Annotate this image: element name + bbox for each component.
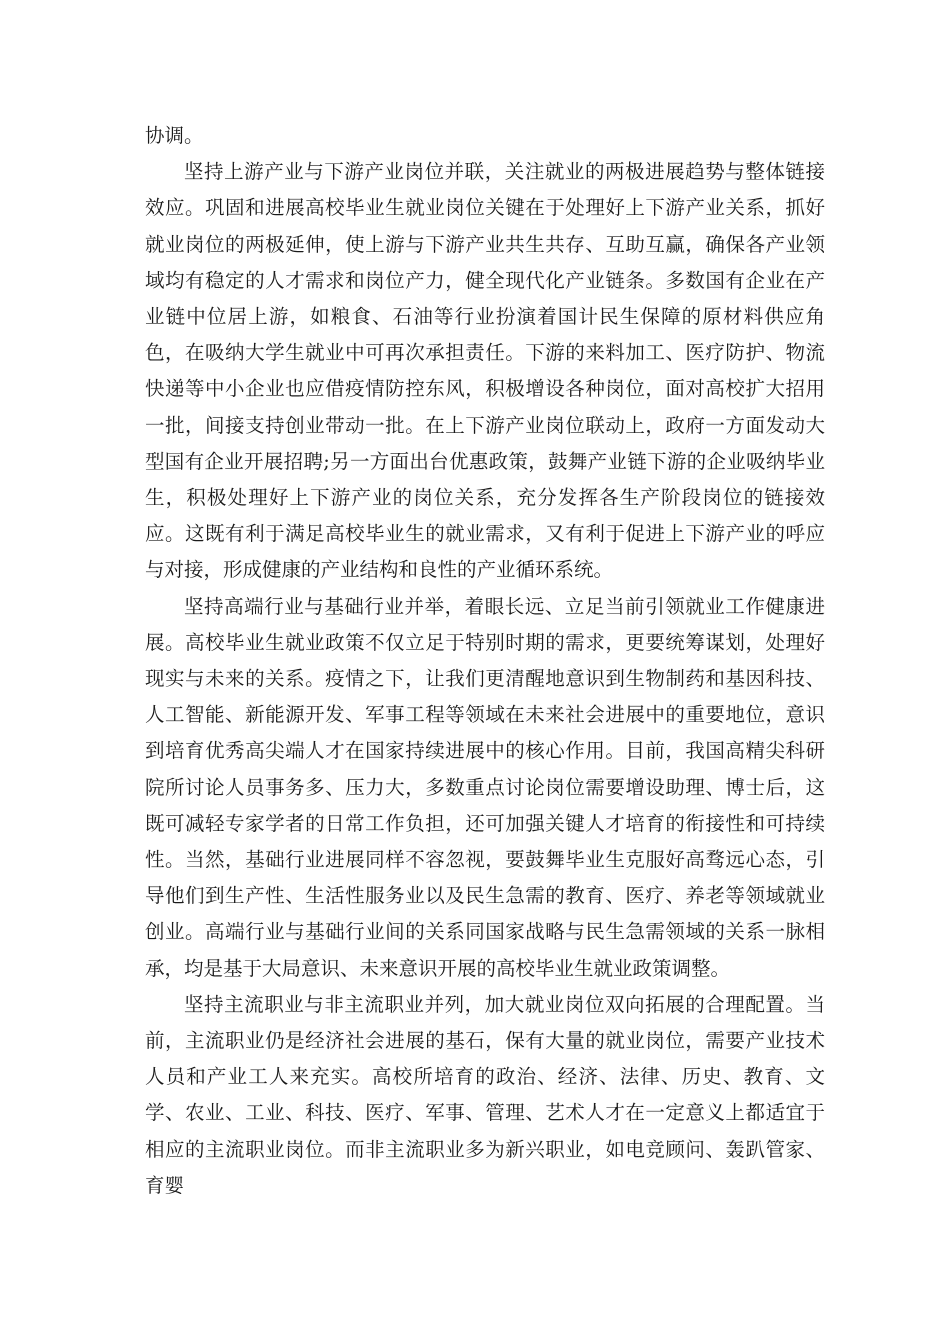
- paragraph-upstream-downstream: 坚持上游产业与下游产业岗位并联，关注就业的两极进展趋势与整体链接效应。巩固和进展高校毕业生就业岗位关键在于处理好上下游产业关系，抓好就业岗位的两极延伸，使上游与下游产业共生共存、互助互赢，确保各产业领域均有稳定的人才需求和岗位产力，健全现代化产业链条。多数国有企业在产业链中位居上游，如粮食、石油等行业扮演着国计民生保障的原材料供应角色，在吸纳大学生就业中可再次承担责任。下游的来料加工、医疗防护、物流快递等中小企业也应借疫情防控东风，积极增设各种岗位，面对高校扩大招用一批，间接支持创业带动一批。在上下游产业岗位联动上，政府一方面发动大型国有企业开展招聘;另一方面出台优惠政策，鼓舞产业链下游的企业吸纳毕业生，积极处理好上下游产业的岗位关系，充分发挥各生产阶段岗位的链接效应。这既有利于满足高校毕业生的就业需求，又有利于促进上下游产业的呼应与对接，形成健康的产业结构和良性的产业循环系统。: [145, 160, 825, 582]
- paragraph-mainstream-careers: 坚持主流职业与非主流职业并列，加大就业岗位双向拓展的合理配置。当前，主流职业仍是经济社会进展的基石，保有大量的就业岗位，需要产业技术人员和产业工人来充实。高校所培育的政治、经济、法律、历史、教育、文学、农业、工业、科技、医疗、军事、管理、艺术人才在一定意义上都适宜于相应的主流职业岗位。而非主流职业多为新兴职业，如电竞顾问、轰趴管家、育婴: [145, 992, 825, 1197]
- paragraph-high-end-basic-industries: 坚持高端行业与基础行业并举，着眼长远、立足当前引领就业工作健康进展。高校毕业生就业政策不仅立足于特别时期的需求，更要统筹谋划，处理好现实与未来的关系。疫情之下，让我们更清醒地意识到生物制药和基因科技、人工智能、新能源开发、军事工程等领域在未来社会进展中的重要地位，意识到培育优秀高尖端人才在国家持续进展中的核心作用。目前，我国高精尖科研院所讨论人员事务多、压力大，多数重点讨论岗位需要增设助理、博士后，这既可减轻专家学者的日常工作负担，还可加强关键人才培育的衔接性和可持续性。当然，基础行业进展同样不容忽视，要鼓舞毕业生克服好高骛远心态，引导他们到生产性、生活性服务业以及民生急需的教育、医疗、养老等领域就业创业。高端行业与基础行业间的关系同国家战略与民生急需领域的关系一脉相承，均是基于大局意识、未来意识开展的高校毕业生就业政策调整。: [145, 594, 825, 980]
- paragraph-continued: 协调。: [145, 124, 204, 147]
- document-body: [145, 118, 825, 1204]
